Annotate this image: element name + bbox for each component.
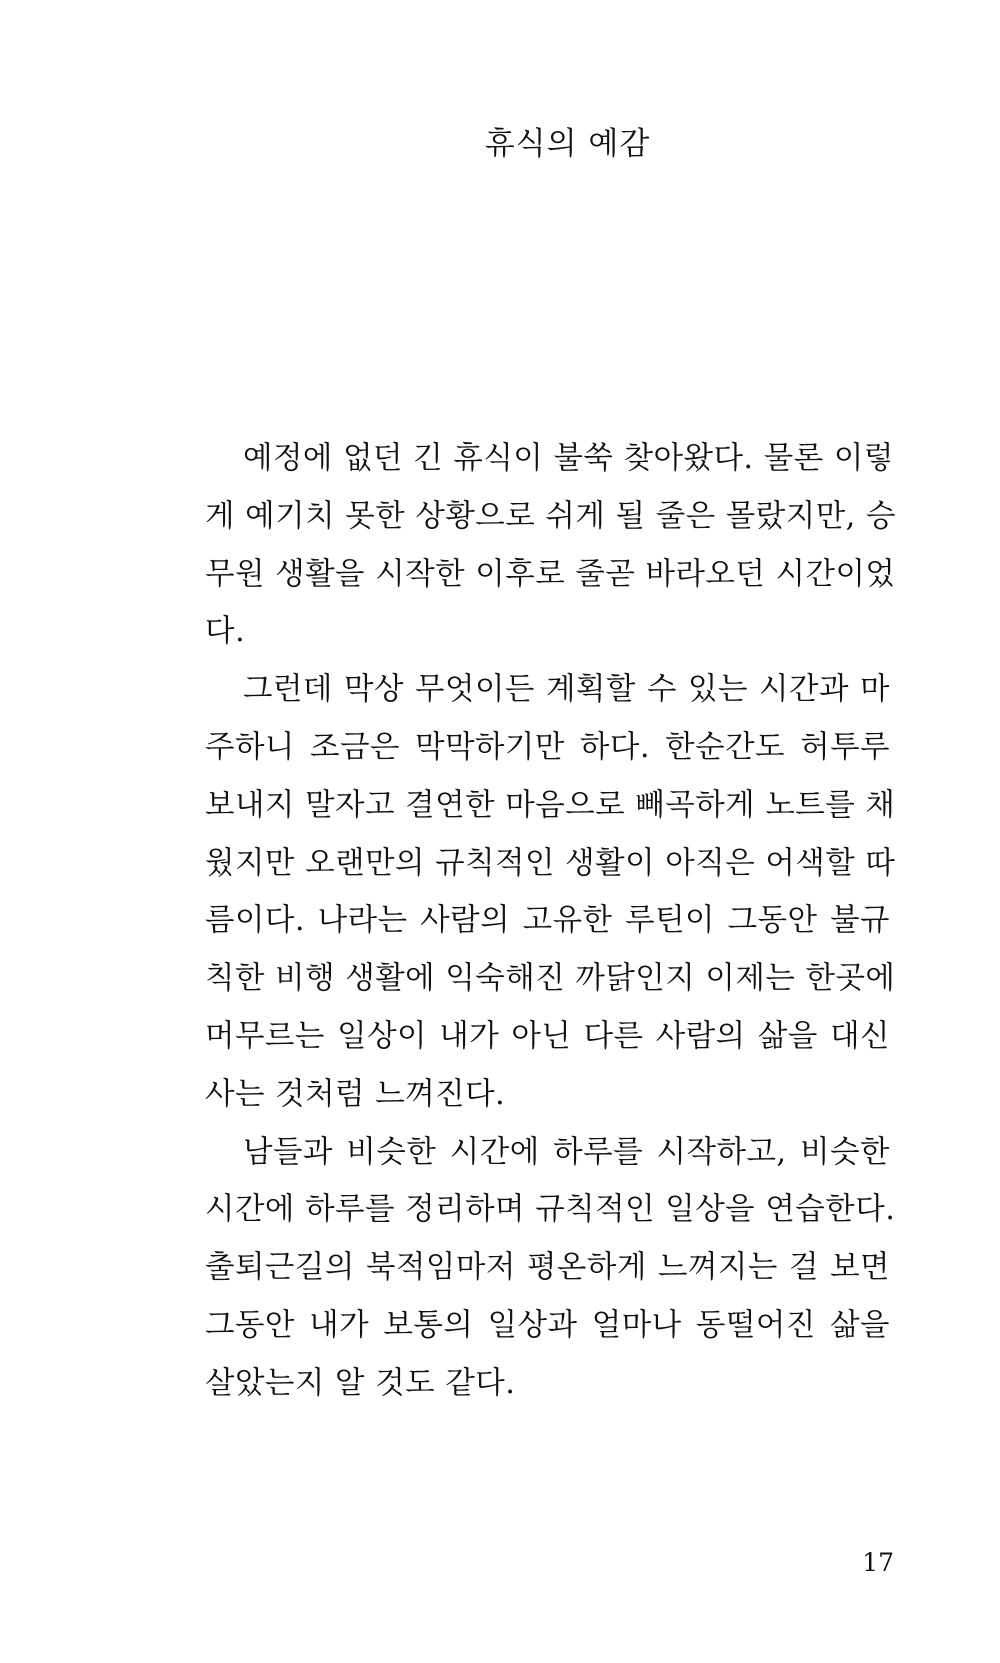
paragraph-2-line-7: 머무르는 일상이 내가 아닌 다른 사람의 삶을 대신 (205, 1018, 890, 1054)
paragraph-3-line-1: 남들과 비슷한 시간에 하루를 시작하고, 비슷한 (243, 1134, 890, 1170)
paragraph-3-line-2: 시간에 하루를 정리하며 규칙적인 일상을 연습한다. (205, 1192, 896, 1228)
paragraph-2-line-8: 사는 것처럼 느껴진다. (205, 1076, 506, 1112)
chapter-title: 휴식의 예감 (484, 126, 651, 162)
paragraph-1-line-2: 게 예기치 못한 상황으로 쉬게 될 줄은 몰랐지만, 승 (205, 498, 897, 534)
paragraph-3-line-5: 살았는지 알 것도 같다. (205, 1365, 516, 1401)
body-text (205, 430, 897, 1413)
paragraph-1-line-4: 다. (205, 614, 246, 650)
paragraph-1-line-3: 무원 생활을 시작한 이후로 줄곧 바라오던 시간이었 (205, 556, 896, 592)
paragraph-1-line-1: 예정에 없던 긴 휴식이 불쑥 찾아왔다. 물론 이렇 (243, 441, 894, 476)
paragraph-2-line-1: 그런데 막상 무엇이든 계획할 수 있는 시간과 마 (243, 672, 890, 708)
paragraph-2-line-5: 름이다. 나라는 사람의 고유한 루틴이 그동안 불규 (205, 903, 890, 939)
paragraph-3-line-4: 그동안 내가 보통의 일상과 얼마나 동떨어진 삶을 (205, 1307, 890, 1343)
page-number: 17 (862, 1548, 894, 1577)
paragraph-2-line-6: 칙한 비행 생활에 익숙해진 까닭인지 이제는 한곳에 (205, 961, 896, 997)
paragraph-2-line-3: 보내지 말자고 결연한 마음으로 빼곡하게 노트를 채 (205, 787, 896, 823)
paragraph-2-line-2: 주하니 조금은 막막하기만 하다. 한순간도 허투루 (205, 729, 890, 765)
paragraph-3-line-3: 출퇴근길의 북적임마저 평온하게 느껴지는 걸 보면 (205, 1250, 890, 1286)
paragraph-2-line-4: 웠지만 오랜만의 규칙적인 생활이 아직은 어색할 따 (205, 845, 896, 881)
